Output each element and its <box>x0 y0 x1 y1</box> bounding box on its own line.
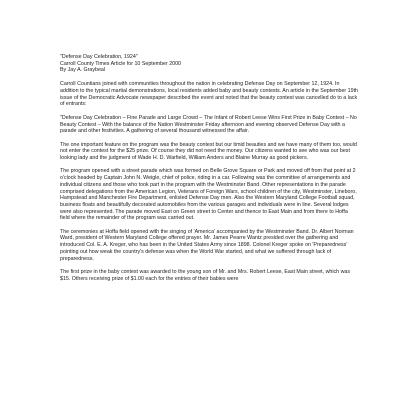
article-byline: By Jay A. Graybeal <box>60 67 106 74</box>
paragraph-baby-contest: The first prize in the baby contest was awarded to the young son of Mr. and Mrs. Robert Leese, East Main street, which was $15. Others receiving prize of $1.00 each for the entries of their babies were <box>60 268 350 282</box>
article-source: Carroll County Times Article for 10 September 2000 <box>60 60 182 67</box>
paragraph-beauty-contest: The one important feature on the program was the beauty contest but our timid beauties and we have many of them too, would not enter the contest for the $25 prize. Of course they did not need the money. Our citizens wanted to see who was our best looking lady and the judgment of Wade H. D. Warfield, William Anders and Blaine Murray as good pickers. <box>60 141 357 161</box>
paragraph-parade: The program opened with a street parade which was formed on Belle Grove Square or Park and moved off from that point at 2 o'clock headed by Captain John N. Weigle, chief of police, riding in a car. Following was the committee of arrangements and individual citizens and those who took part in the program with the Westminster Band. Other representations in the parade comprised delegations from the American Legion, Veterans of Foreign Wars, school children of the city, Westminster, Lineboro, Hampstead and Manchester Fire Department, enlisted Defense Day men. Also the Western Maryland College Football squad, business floats and beautifully decorated automobiles from the various garages and individuals were in line. Several lodges were also represented. The parade moved East on Green street to Center and thence to East Main and from there to Hoffa field where the remainder of the program was carried out. <box>60 168 357 222</box>
paragraph-ceremonies: The ceremonies at Hoffa field opened with the singing of 'America' accompanied by the Westminster Band. Dr. Albert Norman Ward, president of Western Maryland College offered prayer. Mr. James Pearre Wantz presided over the gathering and introduced Col. E. A. Kreger, who has been in the United States Army since 1898. Colonel Kreger spoke on 'Preparedness' pointing out how weak the country's defense was when the World War started, and what we suffered through lack of preparedness. <box>60 228 354 262</box>
paragraph-quoted-headline: "Defense Day Celebration – Fine Parade and Large Crowd – The Infant of Robert Leese Wins First Prize in Baby Contest – No Beauty Contest – With the balance of the Nation Westminster Friday afternoon and evening observed Defense Day with a parade and other festivities. A gathering of several thousand witnessed the affair. <box>60 114 357 135</box>
spacer <box>60 162 358 169</box>
spacer <box>60 222 358 229</box>
spacer <box>60 108 358 115</box>
spacer <box>60 262 358 269</box>
article-title: "Defense Day Celebration, 1924" <box>60 54 138 60</box>
spacer <box>60 135 358 142</box>
article-body <box>60 54 358 282</box>
spacer <box>60 74 358 81</box>
paragraph-intro: Carroll Countians joined with communities throughout the nation in celebrating Defense Day on September 12, 1924. In addition to the typical martial demonstrations, local residents added baby and beauty contests. An article in the September 19th issue of the Democratic Advocate newspaper described the event and noted that the beauty contest was cancelled do to a lack of entrants: <box>60 81 358 108</box>
